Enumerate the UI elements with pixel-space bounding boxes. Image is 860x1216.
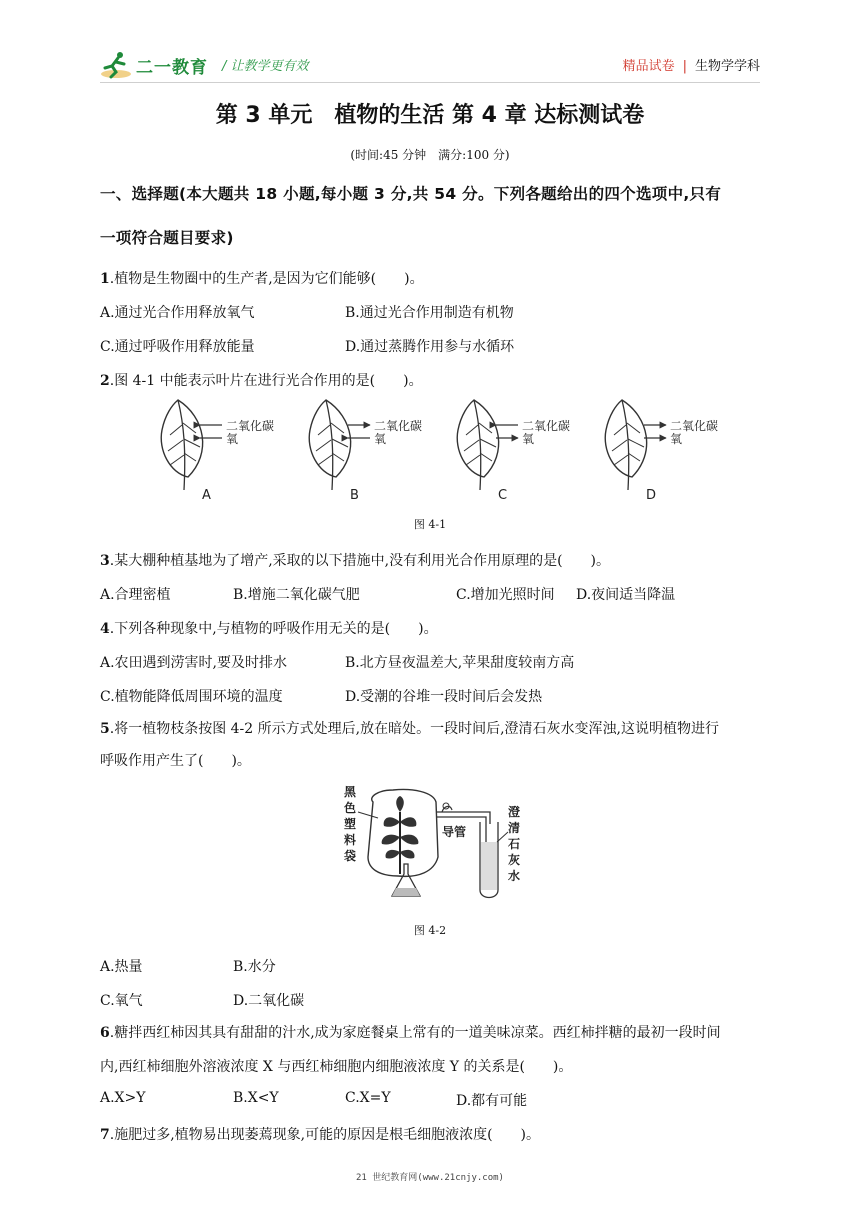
header-separator: | [682, 59, 687, 74]
q5-option-b: B.水分 [233, 959, 276, 975]
question-6-line2: 内,西红柿细胞外溶液浓度 X 与西红柿细胞内细胞液浓度 Y 的关系是( )。 [100, 1059, 573, 1075]
leaf-d-gas2: 氧 [670, 432, 683, 446]
q6-option-a: A.X>Y [100, 1090, 146, 1106]
question-3 [100, 550, 610, 570]
figure-label-a: A [202, 488, 211, 503]
figure-4-1 [140, 395, 730, 510]
header-label-subject: 生物学学科 [694, 59, 760, 74]
leaf-a [161, 400, 222, 490]
q3-option-c: C.增加光照时间 [456, 587, 555, 603]
leaf-c-gas2: 氧 [522, 432, 535, 446]
q1-option-d: D.通过蒸腾作用参与水循环 [345, 339, 515, 355]
page-subtitle: (时间:45 分钟 满分:100 分) [350, 148, 510, 162]
question-number: 3 [100, 553, 110, 569]
q6-option-d: D.都有可能 [456, 1093, 528, 1109]
q4-option-d: D.受潮的谷堆一段时间后会发热 [345, 689, 543, 705]
question-7 [100, 1124, 540, 1144]
label-lime-water [508, 804, 520, 883]
svg-text:澄: 澄 [508, 805, 521, 819]
question-number: 1 [100, 271, 110, 287]
q6-option-b: B.X<Y [233, 1090, 279, 1106]
page-footer: 21 世纪教育网(www.21cnjy.com) [356, 1173, 504, 1183]
logo-text: 二一教育 [136, 57, 208, 78]
question-1 [100, 268, 424, 288]
leaf-b [309, 400, 370, 490]
figure-caption-4-1: 图 4-1 [413, 518, 447, 531]
label-black-plastic-bag [343, 785, 357, 863]
q3-option-d: D.夜间适当降温 [576, 587, 676, 603]
question-text: .施肥过多,植物易出现萎蔫现象,可能的原因是根毛细胞液浓度( )。 [109, 1127, 541, 1143]
logo [100, 50, 208, 80]
question-number: 7 [100, 1127, 110, 1143]
leaf-d-gas1: 二氧化碳 [670, 419, 719, 433]
leaf-c-gas1: 二氧化碳 [522, 419, 571, 433]
figure-label-b: B [350, 488, 359, 503]
header-label-quality: 精品试卷 [622, 59, 675, 74]
question-text: .植物是生物圈中的生产者,是因为它们能够( )。 [109, 271, 424, 287]
question-text: .图 4-1 中能表示叶片在进行光合作用的是( )。 [109, 373, 423, 389]
svg-text:水: 水 [508, 869, 521, 883]
svg-text:色: 色 [344, 801, 357, 815]
question-text: .某大棚种植基地为了增产,采取的以下措施中,没有利用光合作用原理的是( )。 [109, 553, 611, 569]
q3-option-a: A.合理密植 [100, 587, 171, 603]
question-text: .下列各种现象中,与植物的呼吸作用无关的是( )。 [109, 621, 438, 637]
figure-4-2 [338, 782, 528, 912]
section-heading-line1: 一、选择题(本大题共 18 小题,每小题 3 分,共 54 分。下列各题给出的四个选项中,只有 [100, 185, 722, 203]
leaf-d [605, 400, 666, 490]
question-number: 5 [100, 721, 110, 737]
question-number: 4 [100, 621, 110, 637]
q4-option-b: B.北方昼夜温差大,苹果甜度较南方高 [345, 655, 575, 671]
question-6-line1 [100, 1022, 721, 1042]
q1-option-a: A.通过光合作用释放氧气 [100, 305, 255, 321]
figure-caption-4-2: 图 4-2 [413, 924, 447, 937]
page-header [100, 50, 760, 80]
slogan: / 让教学更有效 [222, 59, 309, 74]
q5-option-a: A.热量 [100, 959, 143, 975]
question-text: .将一植物枝条按图 4-2 所示方式处理后,放在暗处。一段时间后,澄清石灰水变浑浊,这说明植物进行 [109, 721, 719, 737]
question-2 [100, 370, 423, 390]
q3-option-b: B.增施二氧化碳气肥 [233, 587, 360, 603]
q4-option-a: A.农田遇到涝害时,要及时排水 [100, 655, 288, 671]
q5-option-d: D.二氧化碳 [233, 993, 305, 1009]
question-4 [100, 618, 438, 638]
leaf-c [457, 400, 518, 490]
label-conduit: 导管 [442, 825, 467, 839]
svg-text:清: 清 [508, 821, 521, 835]
svg-text:黑: 黑 [344, 785, 357, 799]
question-number: 6 [100, 1025, 110, 1041]
question-text: .糖拌西红柿因其具有甜甜的汁水,成为家庭餐桌上常有的一道美味凉菜。西红柿拌糖的最初一段时间 [109, 1025, 721, 1041]
q1-option-c: C.通过呼吸作用释放能量 [100, 339, 255, 355]
q1-option-b: B.通过光合作用制造有机物 [345, 305, 514, 321]
q6-option-c: C.X=Y [345, 1090, 391, 1106]
svg-text:石: 石 [508, 837, 521, 851]
question-5-line2: 呼吸作用产生了( )。 [100, 753, 251, 769]
leaf-b-gas2: 氧 [374, 432, 387, 446]
header-labels [623, 55, 760, 74]
leaf-a-gas1: 二氧化碳 [226, 419, 275, 433]
svg-text:塑: 塑 [344, 817, 357, 831]
question-5-line1 [100, 718, 719, 738]
q4-option-c: C.植物能降低周围环境的温度 [100, 689, 283, 705]
runner-logo-icon [100, 50, 132, 80]
question-number: 2 [100, 373, 110, 389]
svg-text:料: 料 [344, 833, 357, 847]
figure-label-c: C [498, 488, 508, 503]
figure-label-d: D [646, 488, 657, 503]
q5-option-c: C.氧气 [100, 993, 143, 1009]
leaf-b-gas1: 二氧化碳 [374, 419, 423, 433]
svg-text:灰: 灰 [508, 853, 521, 867]
leaf-a-gas2: 氧 [226, 432, 239, 446]
section-heading-line2: 一项符合题目要求) [100, 229, 234, 247]
svg-text:袋: 袋 [344, 849, 357, 863]
header-divider [100, 82, 760, 83]
page-title: 第 3 单元 植物的生活 第 4 章 达标测试卷 [215, 103, 645, 128]
